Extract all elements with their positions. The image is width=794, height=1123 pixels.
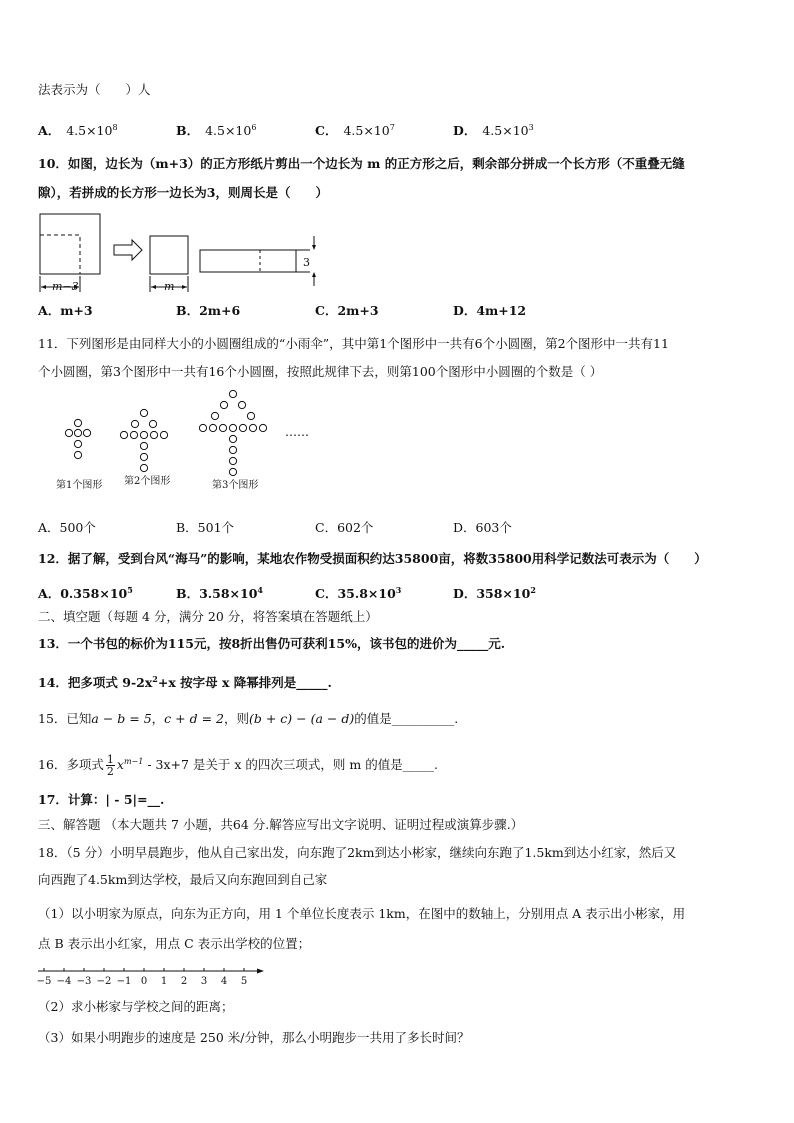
arrow-icon	[257, 969, 264, 974]
q18-line2: 向西跑了4.5km到达学校，最后又向东跑回到自己家	[38, 872, 328, 887]
q11-option-a: A．500个	[38, 520, 96, 535]
umbrella-1	[65, 419, 90, 458]
fraction: $\frac{1}{2}$	[106, 753, 114, 778]
q12-option-a: A．$0.358\times 10^5$	[38, 585, 133, 601]
section-2-heading: 二、填空题（每题 4 分，满分 20 分，将答案填在答题纸上）	[38, 609, 378, 624]
tick-label: −3	[76, 976, 92, 987]
big-square-label: m−3	[52, 280, 79, 293]
small-square	[150, 236, 188, 274]
cut-line	[40, 235, 80, 274]
q9-tail: 法表示为（ ）人	[38, 82, 151, 97]
ellipsis: ……	[285, 425, 309, 439]
q14: 14．把多项式 $9-2x^2+x$ 按字母 x 降幂排列是_____.	[38, 674, 332, 690]
figure-1-label: 第1个图形	[56, 480, 103, 491]
tick-label: 0	[140, 976, 148, 987]
q11-line2: 个小圆圈，第3个图形中一共有16个小圆圈，按照此规律下去，则第100个图形中小圆圈的个数是（ ）	[38, 364, 603, 379]
q11-figure	[40, 388, 340, 496]
number-line	[34, 962, 274, 992]
q18-part3: （3）如果小明跑步的速度是 250 米/分钟，那么小明跑步一共用了多长时间？	[38, 1030, 470, 1045]
q10-figure	[36, 208, 336, 298]
q10-option-d: D．4m+12	[453, 303, 527, 318]
umbrella-2	[120, 409, 167, 471]
tick-label: −1	[116, 976, 132, 987]
q12-line: 12．据了解，受到台风“海马”的影响，某地农作物受损面积约达35800亩，将数35800用科学记数法可表示为（ ）	[38, 551, 707, 566]
q10-option-a: A．m+3	[38, 303, 93, 318]
q10-option-b: B．2m+6	[176, 303, 241, 318]
q12-option-c: C．$35.8\times 10^3$	[315, 585, 402, 601]
q18-part1-line1: （1）以小明家为原点，向东为正方向，用 1 个单位长度表示 1km，在图中的数轴上，分别用点 A 表示出小彬家，用	[38, 906, 686, 921]
tick-label: −4	[56, 976, 72, 987]
q17: 17．计算：| - 5|=__.	[38, 792, 165, 807]
q10-line1: 10．如图，边长为（m+3）的正方形纸片剪出一个边长为 m 的正方形之后，剩余部分拼成一个长方形（不重叠无缝	[38, 156, 685, 171]
q16: 16．多项式 $\frac{1}{2}$ $x^{m-1} - 3x+7$ 是关于 x 的四次三项式，则 m 的值是_____.	[38, 753, 438, 778]
tick-label: −5	[36, 976, 52, 987]
q11-option-c: C．602个	[315, 520, 374, 535]
q18-part1-line2: 点 B 表示出小红家，用点 C 表示出学校的位置；	[38, 936, 311, 951]
q10-option-c: C．2m+3	[315, 303, 379, 318]
big-square	[40, 214, 100, 274]
q11-line1: 11．下列图形是由同样大小的小圆圈组成的“小雨伞”，其中第1个图形中一共有6个小圆圈，第2个图形中一共有11	[38, 336, 669, 351]
q10-line2: 隙），若拼成的长方形一边长为3，则周长是（ ）	[38, 185, 328, 200]
umbrella-3	[199, 390, 266, 475]
tick-label: 3	[200, 976, 208, 987]
q9-option-c: C． $4.5\times 10^7$	[315, 123, 395, 138]
q11-option-d: D．603个	[453, 520, 512, 535]
q18-part2: （2）求小彬家与学校之间的距离；	[38, 999, 234, 1014]
tick-label: 2	[180, 976, 188, 987]
tick-label: −2	[96, 976, 112, 987]
figure-3-label: 第3个图形	[212, 480, 259, 491]
section-3-heading: 三、解答题 （本大题共 7 小题，共64 分.解答应写出文字说明、证明过程或演算步骤.）	[38, 817, 524, 832]
q11-option-b: B．501个	[176, 520, 235, 535]
q12-option-b: B．$3.58\times 10^4$	[176, 585, 263, 601]
tick-label: 1	[160, 976, 168, 987]
tick-label: 4	[220, 976, 228, 987]
transform-arrow	[114, 240, 142, 260]
q9-option-b: B． $4.5\times 10^6$	[176, 123, 257, 138]
figure-2-label: 第2个图形	[124, 476, 171, 487]
rectangle-label: 3	[303, 256, 310, 269]
q13: 13．一个书包的标价为115元，按8折出售仍可获利15%，该书包的进价为_____元.	[38, 636, 506, 651]
q18-line1: 18．（5 分）小明早晨跑步，他从自己家出发，向东跑了2km到达小彬家，继续向东跑了1.5km到达小红家，然后又	[38, 845, 677, 860]
q12-option-d: D．$358\times 10^2$	[453, 585, 536, 601]
q9-option-a: A． $4.5\times 10^8$	[38, 123, 118, 138]
small-square-label: m	[164, 280, 175, 293]
result-rectangle	[200, 250, 296, 272]
q15: 15．已知a − b = 5，c + d = 2，则(b + c) − (a − d)的值是__________.	[38, 711, 459, 726]
q9-option-d: D． $4.5\times 10^3$	[453, 123, 534, 138]
tick-label: 5	[240, 976, 248, 987]
